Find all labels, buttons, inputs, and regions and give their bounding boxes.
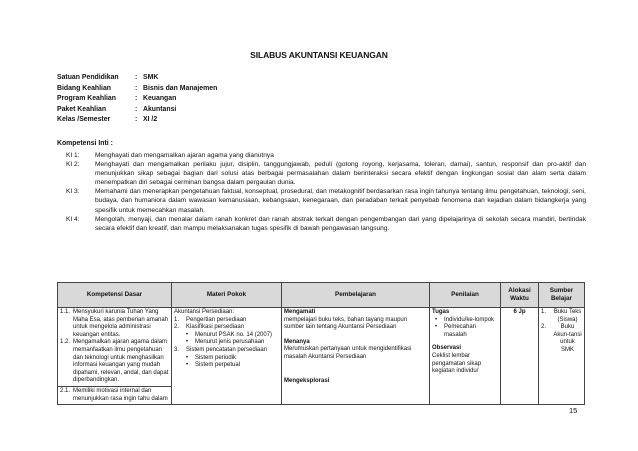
sb-text: Buku Teks (Siswa) <box>553 309 582 323</box>
meta-colon: : <box>135 105 138 113</box>
sb-item <box>541 309 582 324</box>
spacer <box>284 362 427 378</box>
bullet-icon: • <box>435 324 438 331</box>
kd-item <box>60 339 169 385</box>
mp-subitem <box>174 362 279 370</box>
header-sumber-belajar: Sumber Belajar <box>539 283 585 308</box>
pn-bullet-text: Pemecahan masalah <box>444 324 477 338</box>
meta-key: Kelas /Semester <box>57 116 111 124</box>
pb-heading: Mengamati <box>284 309 316 315</box>
mp-subtext: Sistem perpetual <box>195 362 241 369</box>
document-title: SILABUS AKUNTANSI KEUANGAN <box>250 50 388 60</box>
mp-number: 2. <box>174 324 180 331</box>
meta-value: Akuntansi <box>143 105 177 113</box>
ki-item <box>66 151 586 160</box>
mp-item <box>174 324 279 332</box>
mp-subitem <box>174 332 279 340</box>
kd-text: Memiliki motivasi internal dan menunjukkan rasa ingin tahu dalam <box>73 387 168 402</box>
ki-item <box>66 215 586 233</box>
pn-heading: Tugas <box>432 309 450 315</box>
sb-item <box>541 324 582 354</box>
pn-bullet <box>432 317 498 325</box>
meta-row <box>57 94 217 105</box>
header-penilaian: Penilaian <box>430 283 501 308</box>
syllabus-table <box>57 282 585 405</box>
ki-text: Memahami dan menerapkan pengetahuan faktual, konseptual, prosedural, dan metakognitif berdasarkan rasa ingin tahunya tentang ilmu pengetahuan, teknologi, seni, budaya, dan humaniora dalam wawasan kemanusiaan, kebangsaan, kenegaraan, dan peradaban terkait penyebab fenomena dan kejadian dalam bidangkerja yang spesifik untuk memecahkan masalah. <box>95 188 586 214</box>
kd-item <box>60 309 169 339</box>
mp-item <box>174 347 279 355</box>
ki-label: KI 4: <box>66 215 80 223</box>
pn-bullet <box>432 324 498 339</box>
meta-value: Bisnis dan Manajemen <box>143 84 218 92</box>
kd-item <box>58 386 171 403</box>
mp-text: Sistem pencatatan persediaan <box>186 346 268 353</box>
mp-text: Pengertian persediaan <box>186 316 247 323</box>
bullet-icon: • <box>186 362 189 369</box>
meta-row <box>57 115 217 126</box>
ki-list <box>66 151 586 233</box>
pb-heading: Menanya <box>284 338 310 345</box>
ki-text: Mengolah, menyaji, dan menalar dalam ranah konkret dan ranah abstrak terkait dengan pengembangan dari yang dipelajarinya di sekolah secara mandiri, bertindak secara efektif dan kreatif, dan mampu melaksanakan tugas spesifik di bawah pengawasan langsung. <box>95 215 586 232</box>
kd-text: Mengamalkan ajaran agama dalam memanfaatkan ilmu pengetahuan dan teknologi untuk menghasilkan informasi keuangan yang mudah dipahami, relevan, andal, dan dapat diperbandingkan. <box>73 339 169 384</box>
ki-item <box>66 160 586 187</box>
meta-row <box>57 105 217 116</box>
mp-text: Klasifikasi persediaan <box>186 324 245 331</box>
ki-label: KI 3: <box>66 188 80 196</box>
bullet-icon: • <box>186 339 189 346</box>
table-header-row <box>58 283 585 308</box>
kd-cell <box>58 308 172 405</box>
pn-text: Ceklist lembar pengamatan sikap kegiatan individu/ <box>432 352 482 375</box>
header-alokasi-waktu: Alokasi Waktu <box>501 283 539 308</box>
sb-number: 1. <box>541 309 547 315</box>
meta-value: XI /2 <box>143 116 158 124</box>
sb-number: 2. <box>541 324 547 331</box>
kd-text: Mensyukuri karunia Tuhan Yang Maha Esa, atas pemberian amanah untuk mengelola administrasi keuangan entitas. <box>73 309 169 338</box>
meta-colon: : <box>135 84 138 92</box>
aw-cell: 6 Jp <box>501 308 539 405</box>
bullet-icon: • <box>435 316 438 323</box>
meta-key: Program Keahlian <box>57 95 116 103</box>
mp-subitem <box>174 339 279 347</box>
bullet-icon: • <box>186 331 189 338</box>
mp-subtext: Sistem periodik <box>195 354 237 361</box>
pn-heading: Observasi <box>432 345 462 352</box>
mp-intro: Akuntansi Persediaan: <box>174 309 235 315</box>
ki-heading: Kompetensi Inti : <box>57 140 113 147</box>
table-row <box>58 308 585 405</box>
mp-cell <box>172 308 282 405</box>
mp-number: 1. <box>174 316 180 323</box>
ki-label: KI 1: <box>66 152 80 159</box>
bullet-icon: • <box>186 354 189 361</box>
kd-number: 1.1. <box>60 309 71 315</box>
ki-item <box>66 187 586 214</box>
meta-colon: : <box>135 74 138 81</box>
pb-heading: Mengeksplorasi <box>284 377 330 384</box>
mp-item <box>174 317 279 325</box>
pb-text: mempelajari buku teks, bahan tayang maupun sumber lain tentang Akuntansi Persediaan <box>284 316 408 331</box>
pn-cell <box>430 308 501 405</box>
meta-row <box>57 84 217 95</box>
meta-row <box>57 73 217 84</box>
meta-value: Keuangan <box>143 95 177 103</box>
mp-subitem <box>174 355 279 363</box>
kd-number: 1.2. <box>60 339 71 346</box>
meta-key: Bidang Keahlian <box>57 84 111 92</box>
meta-value: SMK <box>143 74 159 81</box>
meta-colon: : <box>135 116 138 124</box>
page-number: 15 <box>569 406 578 415</box>
pn-bullet-text: Individu/ke-lompok <box>444 316 495 323</box>
ki-text: Menghayati dan mengamalkan ajaran agama yang dianutnya <box>95 152 274 159</box>
meta-key: Satuan Pendidikan <box>57 74 119 81</box>
ki-text: Menghayati dan mengamalkan perilaku jujur, disiplin, tanggungjawab, peduli (gotong royong, kerjasama, toleran, damai), santun, responsif dan pro-aktif dan menunjukkan sikap sebagai bagian dari solusi atas berbagai permasalahan dalam berinteraksi secara efektif dengan lingkungan sosial dan alam serta dalam menempatkan diri sebagai cerminan bangsa dalam pergaulan dunia. <box>95 161 586 187</box>
spacer <box>284 332 427 339</box>
sb-cell <box>539 308 585 405</box>
meta-key: Paket Keahlian <box>57 105 107 113</box>
header-materi-pokok: Materi Pokok <box>172 283 282 308</box>
meta-colon: : <box>135 95 138 103</box>
header-kompetensi-dasar: Kompetensi Dasar <box>58 283 172 308</box>
pb-cell <box>282 308 430 405</box>
identity-block <box>57 73 217 126</box>
ki-label: KI 2: <box>66 161 80 169</box>
pb-text: Merumuskan pertanyaan untuk mengidentifikasi masalah Akuntansi Persediaan <box>284 346 412 360</box>
mp-subtext: Menurut PSAK no. 14 (2007) <box>195 331 273 338</box>
header-pembelajaran: Pembelajaran <box>282 283 430 308</box>
mp-number: 3. <box>174 346 180 353</box>
sb-text: Buku Akun-tansi untuk SMK <box>553 324 582 353</box>
kd-number: 2.1. <box>60 387 71 394</box>
mp-subtext: Menurut jenis perusahaan <box>195 339 265 346</box>
